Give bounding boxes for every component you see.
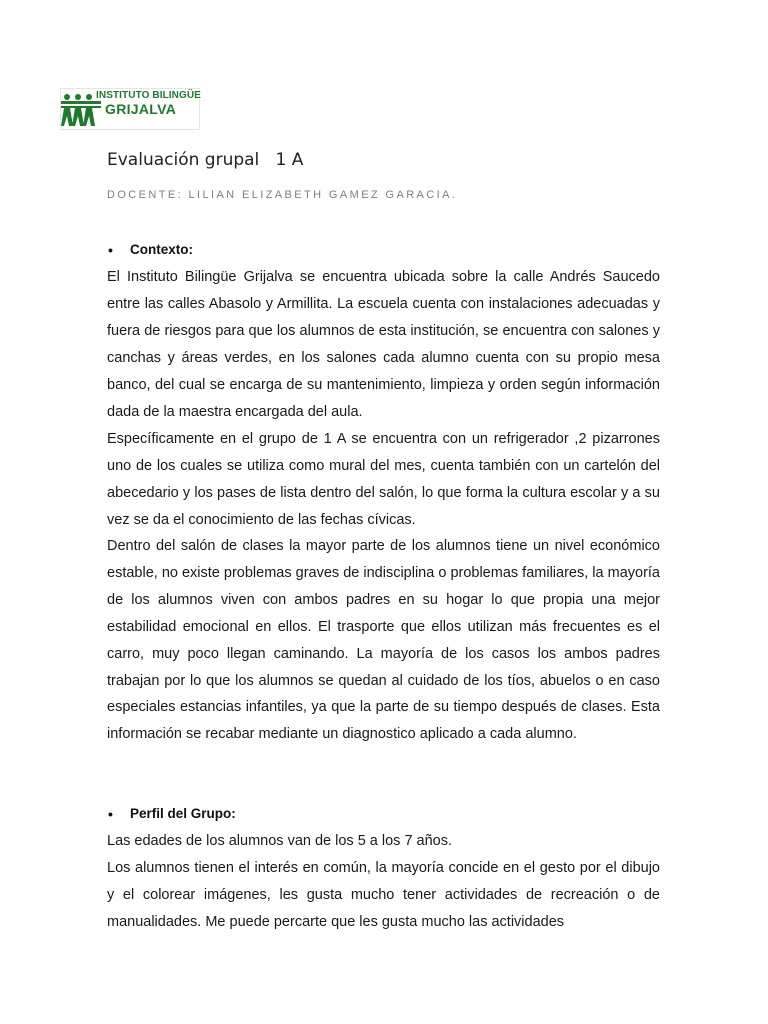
paragraph-perfil-1: Las edades de los alumnos van de los 5 a los 7 años.: [107, 833, 453, 849]
paragraph-contexto-3: Dentro del salón de clases la mayor parte de los alumnos tiene un nivel económico estable, no existe problemas graves de indisciplina o problemas familiares, la mayoría de los alumnos viven con ambos padres en su hogar lo que propia una mejor estabilidad emocional en ellos. El trasporte que ellos utilizan más frecuentes es el carro, muy poco llegan caminando. La mayoría de los casos los ambos padres trabajan por lo que los alumnos se quedan al cuidado de los tíos, abuelos o en caso especiales estancias infantiles, ya que la parte de su tiempo después de clases. Esta información se recabar mediante un diagnostico aplicado a cada alumno.: [107, 538, 660, 743]
paragraph-perfil-2: Los alumnos tienen el interés en común, la mayoría concide en el gesto por el dibujo y el colorear imágenes, les gusta mucho tener actividades de recreación o de manualidades. Me puede percarte que les gusta mucho las actividades: [107, 860, 660, 930]
section-heading-perfil: • Perfil del Grupo:: [130, 806, 236, 821]
school-logo: [60, 88, 200, 130]
teacher-subtitle: DOCENTE: LILIAN ELIZABETH GAMEZ GARACIA.: [107, 189, 458, 201]
logo-text-top: INSTITUTO BILINGÜE: [96, 90, 201, 101]
paragraph-contexto-1: El Instituto Bilingüe Grijalva se encuentra ubicada sobre la calle Andrés Saucedo entre las calles Abasolo y Armillita. La escuela cuenta con instalaciones adecuadas y fuera de riesgos para que los alumnos de esta institución, se encuentra con salones y canchas y áreas verdes, en los salones cada alumno cuenta con su propio mesa banco, del cual se encarga de su mantenimiento, limpieza y orden según información dada de la maestra encargada del aula.: [107, 269, 660, 420]
document-title: Evaluación grupal 1 A: [107, 150, 304, 170]
paragraph-contexto-2: Específicamente en el grupo de 1 A se encuentra con un refrigerador ,2 pizarrones uno de los cuales se utiliza como mural del mes, cuenta también con un cartelón del abecedario y los pases de lista dentro del salón, lo que forma la cultura escolar y a su vez se da el conocimiento de las fechas cívicas.: [107, 431, 660, 528]
section-heading-contexto: • Contexto:: [130, 242, 193, 257]
logo-text-name: GRIJALVA: [105, 101, 177, 117]
